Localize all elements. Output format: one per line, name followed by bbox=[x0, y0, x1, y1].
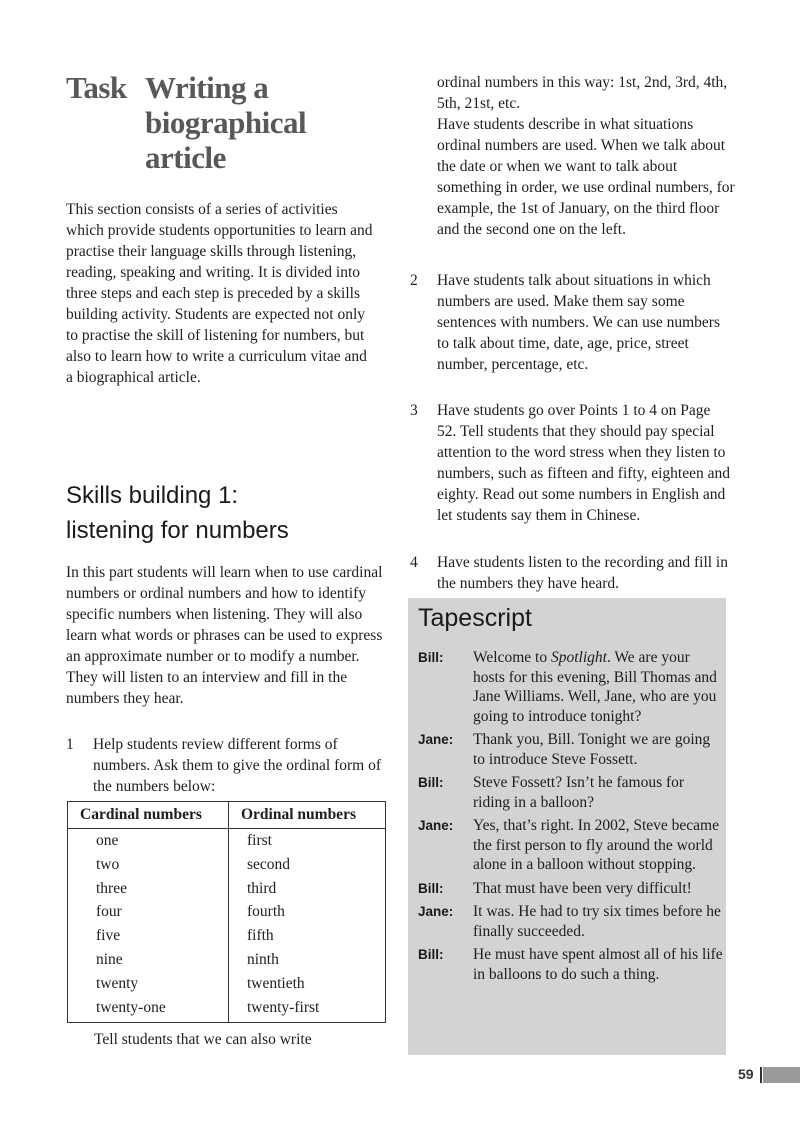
table-cell: twenty bbox=[68, 972, 229, 996]
speaker-label: Bill: bbox=[418, 650, 444, 665]
dialogue-turn bbox=[418, 902, 724, 941]
table-row bbox=[68, 948, 386, 972]
table-row bbox=[68, 829, 386, 853]
table-cell: second bbox=[247, 855, 291, 873]
dialogue-text: . We are your hosts for this evening, Bill Thomas and Jane Williams. Well, Jane, who are you going to introduce tonight? bbox=[473, 649, 717, 725]
table-cell: third bbox=[247, 879, 277, 897]
speaker-label: Jane: bbox=[418, 732, 454, 747]
speaker-label: Bill: bbox=[418, 880, 444, 896]
title-line: biographical bbox=[145, 105, 307, 140]
tapescript-box bbox=[408, 598, 726, 1055]
table-row bbox=[68, 900, 386, 924]
table-row bbox=[68, 853, 386, 877]
page-marker-bar bbox=[763, 1067, 800, 1083]
column-header-cardinal: Cardinal numbers bbox=[68, 802, 229, 829]
dialogue-text: Welcome to bbox=[473, 649, 551, 666]
dialogue-line: Thank you, Bill. Tonight we are going to introduce Steve Fossett. bbox=[473, 731, 711, 768]
dialogue-line: That must have been very difficult! bbox=[473, 879, 692, 897]
task-label: Task bbox=[66, 70, 127, 105]
dialogue-turn bbox=[418, 816, 724, 875]
dialogue-line: It was. He had to try six times before he finally succeeded. bbox=[473, 903, 721, 940]
tapescript-dialogue bbox=[418, 648, 724, 988]
paragraph: Have students describe in what situations ordinal numbers are used. When we talk about the date or when we want to talk about something in order, we use ordinal numbers, for example, the 1st of January, on the third floor and the second one on the left. bbox=[437, 116, 735, 238]
heading-line: listening for numbers bbox=[66, 517, 289, 544]
table-header-row bbox=[68, 802, 386, 829]
table-cell: ninth bbox=[247, 950, 279, 968]
step-item bbox=[410, 552, 730, 594]
title-line: article bbox=[145, 140, 226, 175]
column-header-ordinal: Ordinal numbers bbox=[229, 802, 386, 829]
step-item bbox=[410, 400, 730, 526]
dialogue-turn bbox=[418, 773, 724, 812]
dialogue-turn bbox=[418, 945, 724, 984]
table-cell: three bbox=[68, 877, 229, 901]
table-cell: nine bbox=[68, 948, 229, 972]
table-cell: one bbox=[68, 829, 229, 853]
page-number: 59 bbox=[738, 1066, 754, 1082]
step-text: Help students review different forms of numbers. Ask them to give the ordinal form of the numbers below: bbox=[93, 736, 381, 795]
table-cell: fourth bbox=[247, 903, 285, 921]
section-intro: This section consists of a series of activities which provide students opportunities to learn and practise their language skills through listening, reading, speaking and writing. It is divided into three steps and each step is preceded by a skills building activity. Students are expected not only to practise the skill of listening for numbers, but also to learn how to write a curriculum vitae and a biographical article. bbox=[66, 201, 373, 386]
title-line: Writing a bbox=[145, 70, 269, 105]
step-number: 4 bbox=[410, 554, 418, 571]
step-number: 1 bbox=[66, 736, 74, 753]
continued-text bbox=[437, 72, 737, 240]
dialogue-turn bbox=[418, 648, 724, 726]
after-table-text: Tell students that we can also write bbox=[94, 1031, 312, 1048]
table-row bbox=[68, 877, 386, 901]
skills-building-heading bbox=[66, 478, 396, 548]
speaker-label: Bill: bbox=[418, 775, 444, 790]
table-cell: twenty-one bbox=[68, 996, 229, 1023]
page-title bbox=[145, 70, 375, 175]
step-item bbox=[66, 734, 384, 797]
heading-line: Skills building 1: bbox=[66, 482, 239, 509]
step-number: 3 bbox=[410, 402, 418, 419]
step-text: Have students listen to the recording and fill in the numbers they have heard. bbox=[437, 554, 728, 592]
table-row bbox=[68, 924, 386, 948]
paragraph: ordinal numbers in this way: 1st, 2nd, 3rd, 4th, 5th, 21st, etc. bbox=[437, 74, 728, 112]
table-cell: twenty-first bbox=[247, 998, 320, 1016]
table-row bbox=[68, 996, 386, 1023]
page-marker-tick bbox=[760, 1067, 762, 1083]
dialogue-turn bbox=[418, 879, 724, 899]
skills-building-intro: In this part students will learn when to use cardinal numbers or ordinal numbers and how to identify specific numbers when listening. They will also learn what words or phrases can be used to express an approximate number or to modify a number. They will listen to an interview and fill in the numbers they hear. bbox=[66, 564, 383, 707]
table-cell: fifth bbox=[247, 927, 274, 945]
dialogue-turn bbox=[418, 730, 724, 769]
speaker-label: Jane: bbox=[418, 818, 454, 833]
step-text: Have students talk about situations in which numbers are used. Make them say some sentences with numbers. We can use numbers to talk about time, date, age, price, street number, percentage, etc. bbox=[437, 272, 720, 373]
show-name: Spotlight bbox=[550, 649, 607, 666]
table-cell: first bbox=[247, 832, 272, 849]
step-text: Have students go over Points 1 to 4 on Page 52. Tell students that they should pay special attention to the word stress when they listen to numbers, such as fifteen and fifty, eighteen and eighty. Read out some numbers in English and let students say them in Chinese. bbox=[437, 402, 730, 524]
table-cell: four bbox=[68, 900, 229, 924]
table-row bbox=[68, 972, 386, 996]
dialogue-line bbox=[473, 648, 724, 726]
table-cell: two bbox=[68, 853, 229, 877]
dialogue-line: Yes, that’s right. In 2002, Steve became the first person to fly around the world alone in a balloon without stopping. bbox=[473, 817, 719, 873]
dialogue-line: Steve Fossett? Isn’t he famous for riding in a balloon? bbox=[473, 774, 685, 811]
dialogue-line: He must have spent almost all of his life in balloons to do such a thing. bbox=[473, 946, 723, 983]
numbers-table bbox=[67, 801, 386, 1023]
table-cell: twentieth bbox=[247, 974, 305, 992]
step-item bbox=[410, 270, 730, 375]
step-number: 2 bbox=[410, 272, 418, 289]
speaker-label: Jane: bbox=[418, 904, 454, 919]
tapescript-title: Tapescript bbox=[418, 604, 532, 632]
table-cell: five bbox=[68, 924, 229, 948]
speaker-label: Bill: bbox=[418, 947, 444, 962]
